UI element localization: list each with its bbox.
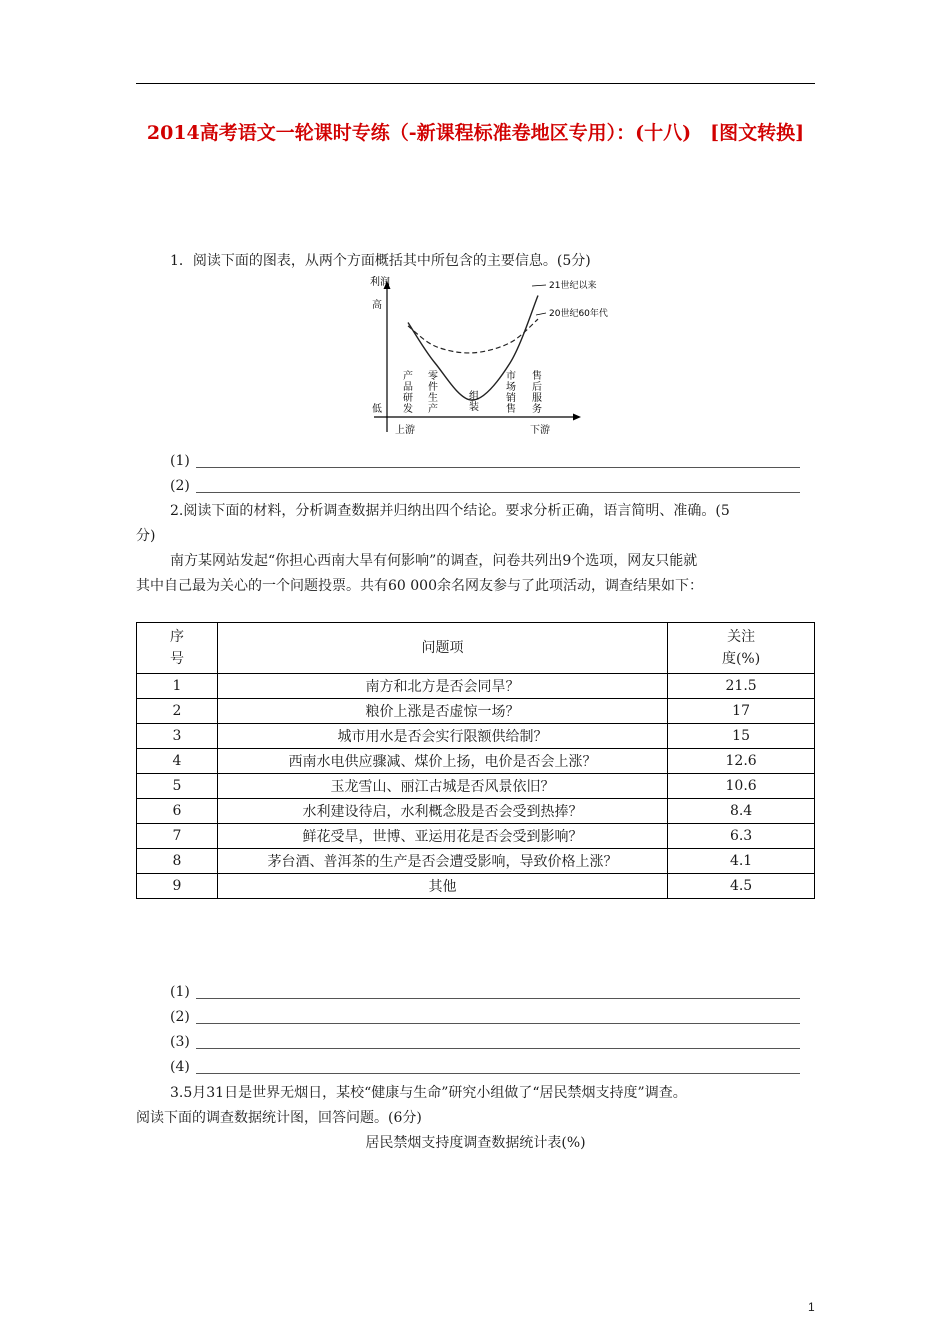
stage-labels xyxy=(401,369,542,414)
cell-number: 9 xyxy=(137,874,218,899)
cell-attention: 12.6 xyxy=(668,749,815,774)
header-attention: 关注 度(%) xyxy=(668,623,815,674)
cell-number: 3 xyxy=(137,724,218,749)
table-row xyxy=(137,699,815,724)
cell-attention: 4.5 xyxy=(668,874,815,899)
cell-item: 其他 xyxy=(217,874,667,899)
legend-1960s-leader xyxy=(536,313,546,315)
cell-item: 水利建设待启，水利概念股是否会受到热捧？ xyxy=(217,799,667,824)
table-row xyxy=(137,674,815,699)
page-number: 1 xyxy=(808,1300,815,1314)
header-item: 问题项 xyxy=(217,623,667,674)
stage-label: 市场销售 xyxy=(503,370,515,414)
q2-prompt-line2: 分) xyxy=(136,528,156,544)
cell-item: 南方和北方是否会同旱？ xyxy=(217,674,667,699)
table-row xyxy=(137,824,815,849)
table-row xyxy=(137,774,815,799)
legend-21st-century: 21世纪以来 xyxy=(549,281,597,291)
table-row xyxy=(137,849,815,874)
y-high-label: 高 xyxy=(372,300,382,311)
table-row xyxy=(137,749,815,774)
q1-prompt: 1．阅读下面的图表，从两个方面概括其中所包含的主要信息。(5分) xyxy=(170,253,591,269)
header-rule xyxy=(136,83,815,84)
cell-item: 鲜花受旱，世博、亚运用花是否会受到影响？ xyxy=(217,824,667,849)
cell-attention: 6.3 xyxy=(668,824,815,849)
cell-attention: 4.1 xyxy=(668,849,815,874)
page-title: 2014高考语文一轮课时专练（-新课程标准卷地区专用）：(十八) [图文转换] xyxy=(146,122,805,144)
series-1960s-curve xyxy=(408,319,538,353)
cell-item: 城市用水是否会实行限额供给制？ xyxy=(217,724,667,749)
stage-label: 售后服务 xyxy=(529,370,541,414)
cell-attention: 10.6 xyxy=(668,774,815,799)
cell-number: 6 xyxy=(137,799,218,824)
cell-number: 1 xyxy=(137,674,218,699)
cell-number: 5 xyxy=(137,774,218,799)
q2-prompt-line1: 2.阅读下面的材料，分析调查数据并归纳出四个结论。要求分析正确，语言简明、准确。(5 xyxy=(170,503,730,519)
cell-item: 西南水电供应骤减、煤价上扬，电价是否会上涨？ xyxy=(217,749,667,774)
cell-number: 2 xyxy=(137,699,218,724)
q2-material-line1: 南方某网站发起“你担心西南大旱有何影响”的调查，问卷共列出9个选项，网友只能就 xyxy=(170,553,698,569)
q2-material-line2: 其中自己最为关心的一个问题投票。共有60 000余名网友参与了此项活动，调查结果如下： xyxy=(136,578,703,594)
table-row xyxy=(137,874,815,899)
table-header-row xyxy=(137,623,815,674)
q3-prompt-line2: 阅读下面的调查数据统计图，回答问题。(6分) xyxy=(136,1110,422,1126)
x-right-label: 下游 xyxy=(530,425,550,436)
cell-attention: 17 xyxy=(668,699,815,724)
stage-label: 组装 xyxy=(466,390,478,412)
q3-table-caption: 居民禁烟支持度调查数据统计表(%) xyxy=(365,1135,586,1151)
q3-prompt-line1: 3.5月31日是世界无烟日，某校“健康与生命”研究小组做了“居民禁烟支持度”调查。 xyxy=(170,1085,687,1101)
legend-21st-century-leader xyxy=(532,285,546,286)
stage-label: 产品研发 xyxy=(400,370,412,414)
cell-attention: 21.5 xyxy=(668,674,815,699)
x-axis-arrow xyxy=(573,414,581,421)
cell-item: 玉龙雪山、丽江古城是否风景依旧？ xyxy=(217,774,667,799)
header-number: 序 号 xyxy=(137,623,218,674)
table-row xyxy=(137,724,815,749)
stage-label: 零件生产 xyxy=(425,370,437,414)
survey-table xyxy=(136,622,815,899)
profit-curve-chart xyxy=(360,272,630,442)
cell-number: 7 xyxy=(137,824,218,849)
cell-item: 茅台酒、普洱茶的生产是否会遭受影响，导致价格上涨？ xyxy=(217,849,667,874)
cell-number: 8 xyxy=(137,849,218,874)
y-axis-label: 利润 xyxy=(370,277,390,288)
cell-attention: 8.4 xyxy=(668,799,815,824)
cell-number: 4 xyxy=(137,749,218,774)
y-low-label: 低 xyxy=(372,404,382,415)
cell-item: 粮价上涨是否虚惊一场？ xyxy=(217,699,667,724)
x-left-label: 上游 xyxy=(395,425,415,436)
legend-1960s: 20世纪60年代 xyxy=(549,309,608,319)
table-row xyxy=(137,799,815,824)
cell-attention: 15 xyxy=(668,724,815,749)
